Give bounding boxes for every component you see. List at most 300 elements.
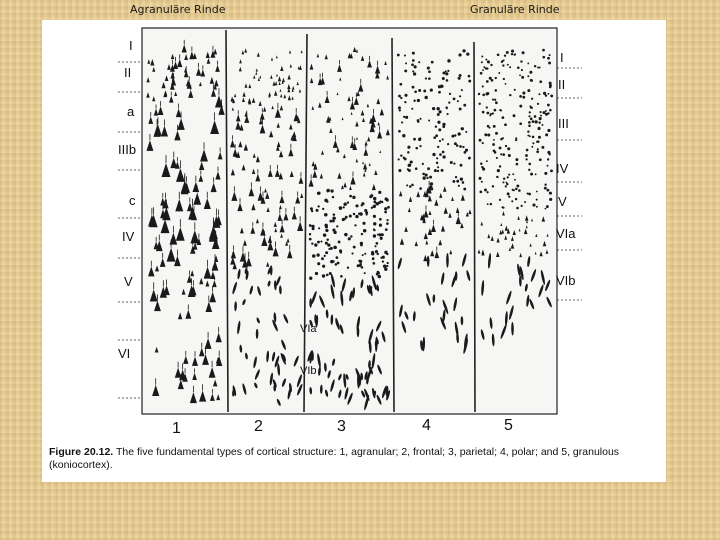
granule-cell xyxy=(361,202,364,205)
granule-cell xyxy=(508,196,510,198)
granule-cell xyxy=(374,245,376,247)
granule-cell xyxy=(549,82,552,85)
granule-cell xyxy=(312,254,316,258)
granule-cell xyxy=(322,265,325,268)
granule-cell xyxy=(536,199,538,201)
granule-cell xyxy=(442,77,445,80)
granule-cell xyxy=(492,99,494,101)
granule-cell xyxy=(409,185,412,188)
granule-cell xyxy=(493,125,496,128)
granule-cell xyxy=(358,213,360,215)
granule-cell xyxy=(521,69,523,71)
granule-cell xyxy=(407,146,410,149)
granule-cell xyxy=(371,252,374,255)
granule-cell xyxy=(538,121,540,123)
granule-cell xyxy=(519,74,521,76)
granule-cell xyxy=(377,253,379,255)
granule-cell xyxy=(480,72,483,75)
granule-cell xyxy=(485,93,488,96)
granule-cell xyxy=(405,62,407,64)
granule-cell xyxy=(412,59,415,62)
granule-cell xyxy=(468,80,471,83)
granule-cell xyxy=(437,166,439,168)
granule-cell xyxy=(432,153,435,156)
granule-cell xyxy=(481,181,483,183)
column-number: 2 xyxy=(254,418,263,435)
granule-cell xyxy=(507,147,510,150)
granule-cell xyxy=(527,63,529,65)
granule-cell xyxy=(317,262,320,265)
granule-cell xyxy=(435,134,438,137)
granule-cell xyxy=(492,143,495,146)
granule-cell xyxy=(503,78,505,80)
granule-cell xyxy=(492,185,494,187)
granule-cell xyxy=(437,121,440,124)
granule-cell xyxy=(544,172,547,175)
granule-cell xyxy=(430,89,433,92)
granule-cell xyxy=(549,86,551,88)
granule-cell xyxy=(411,184,414,187)
granule-cell xyxy=(490,64,492,66)
granule-cell xyxy=(524,201,526,203)
granule-cell xyxy=(453,163,455,165)
granule-cell xyxy=(403,116,405,118)
granule-cell xyxy=(541,146,544,149)
granule-cell xyxy=(400,154,402,156)
granule-cell xyxy=(419,118,421,120)
granule-cell xyxy=(501,206,503,208)
granule-cell xyxy=(404,69,407,72)
granule-cell xyxy=(386,199,389,202)
granule-cell xyxy=(380,257,382,259)
granule-cell xyxy=(503,178,505,180)
granule-cell xyxy=(509,66,511,68)
granule-cell xyxy=(326,190,328,192)
granule-cell xyxy=(373,234,376,237)
granule-cell xyxy=(479,103,481,105)
granule-cell xyxy=(339,249,342,252)
granule-cell xyxy=(325,251,328,254)
caption-label: Figure 20.12. xyxy=(49,446,114,458)
granule-cell xyxy=(349,195,352,198)
granule-cell xyxy=(433,136,436,139)
granule-cell xyxy=(428,77,431,80)
granule-cell xyxy=(339,206,342,209)
granule-cell xyxy=(487,60,490,63)
granule-cell xyxy=(527,89,530,92)
granule-cell xyxy=(419,187,422,190)
granule-cell xyxy=(489,77,492,80)
right-layer-label: II xyxy=(558,77,566,92)
granule-cell xyxy=(436,157,438,159)
granule-cell xyxy=(324,255,326,257)
granule-cell xyxy=(548,62,551,65)
granule-cell xyxy=(380,237,383,240)
granule-cell xyxy=(381,233,384,236)
granule-cell xyxy=(531,146,533,148)
granule-cell xyxy=(398,169,401,172)
granule-cell xyxy=(481,61,483,63)
granule-cell xyxy=(397,54,400,57)
granule-cell xyxy=(422,163,424,165)
granule-cell xyxy=(352,196,355,199)
granule-cell xyxy=(364,253,366,255)
column-number: 1 xyxy=(172,420,181,437)
granule-cell xyxy=(410,161,412,163)
granule-cell xyxy=(320,240,322,242)
granule-cell xyxy=(449,93,451,95)
granule-cell xyxy=(495,132,498,135)
granule-cell xyxy=(326,239,328,241)
granule-cell xyxy=(486,160,488,162)
granule-cell xyxy=(373,205,376,208)
granule-cell xyxy=(415,147,418,150)
granule-cell xyxy=(413,72,416,75)
granule-cell xyxy=(359,263,362,266)
granule-cell xyxy=(531,107,533,109)
granule-cell xyxy=(479,191,482,194)
granule-cell xyxy=(505,145,507,147)
granule-cell xyxy=(316,253,319,256)
granule-cell xyxy=(486,106,488,108)
granule-cell xyxy=(412,86,415,89)
granule-cell xyxy=(514,89,516,91)
granule-cell xyxy=(379,218,382,221)
granule-cell xyxy=(490,203,492,205)
granule-cell xyxy=(311,242,313,244)
granule-cell xyxy=(515,139,517,141)
granule-cell xyxy=(412,70,414,72)
granule-cell xyxy=(333,213,336,216)
granule-cell xyxy=(484,189,487,192)
figure-caption xyxy=(49,446,661,472)
granule-cell xyxy=(487,203,489,205)
granule-cell xyxy=(499,147,502,150)
granule-cell xyxy=(535,120,538,123)
granule-cell xyxy=(520,60,522,62)
granule-cell xyxy=(435,125,437,127)
granule-cell xyxy=(539,117,542,120)
granule-cell xyxy=(370,194,373,197)
granule-cell xyxy=(438,128,441,131)
granule-cell xyxy=(481,56,483,58)
granule-cell xyxy=(404,54,406,56)
granule-cell xyxy=(497,176,499,178)
granule-cell xyxy=(508,174,510,176)
granule-cell xyxy=(375,250,378,253)
granule-cell xyxy=(422,176,425,179)
granule-cell xyxy=(357,264,360,267)
granule-cell xyxy=(437,170,439,172)
granule-cell xyxy=(545,133,548,136)
granule-cell xyxy=(544,187,547,190)
granule-cell xyxy=(329,220,332,223)
granule-cell xyxy=(544,184,546,186)
column-divider xyxy=(474,42,475,412)
granule-cell xyxy=(379,224,382,227)
granule-cell xyxy=(354,224,356,226)
left-layer-label: VI xyxy=(118,346,131,361)
granule-cell xyxy=(311,225,314,228)
granule-cell xyxy=(353,246,356,249)
granule-cell xyxy=(468,75,471,78)
granule-cell xyxy=(403,157,405,159)
granule-cell xyxy=(439,140,441,142)
granule-cell xyxy=(535,173,537,175)
granule-cell xyxy=(398,158,400,160)
granule-cell xyxy=(508,154,511,157)
granule-cell xyxy=(486,112,489,115)
granule-cell xyxy=(507,64,509,66)
granule-cell xyxy=(371,207,373,209)
granule-cell xyxy=(453,98,456,101)
granule-cell xyxy=(517,66,520,69)
granule-cell xyxy=(482,94,485,97)
granule-cell xyxy=(418,61,420,63)
granule-cell xyxy=(502,116,505,119)
granule-cell xyxy=(542,49,545,52)
granule-cell xyxy=(549,109,552,112)
granule-cell xyxy=(399,109,401,111)
granule-cell xyxy=(439,153,442,156)
granule-cell xyxy=(527,75,529,77)
granule-cell xyxy=(492,112,494,114)
granule-cell xyxy=(438,91,441,94)
granule-cell xyxy=(540,115,542,117)
granule-cell xyxy=(406,184,408,186)
granule-cell xyxy=(447,59,450,62)
granule-cell xyxy=(436,107,439,110)
granule-cell xyxy=(527,130,529,132)
granule-cell xyxy=(496,157,498,159)
granule-cell xyxy=(497,169,500,172)
right-layer-label: I xyxy=(560,50,564,65)
granule-cell xyxy=(534,65,536,67)
granule-cell xyxy=(324,213,328,217)
column-numbers xyxy=(172,417,513,437)
granule-cell xyxy=(519,95,522,98)
granule-cell xyxy=(309,277,312,280)
granule-cell xyxy=(405,116,408,119)
left-layer-label: IIIb xyxy=(118,142,137,157)
granule-cell xyxy=(384,268,387,271)
granule-cell xyxy=(364,272,366,274)
granule-cell xyxy=(321,257,324,260)
granule-cell xyxy=(545,94,547,96)
inner-layer-label: VIb xyxy=(300,365,317,377)
granule-cell xyxy=(461,127,464,130)
granule-cell xyxy=(484,133,487,136)
granule-cell xyxy=(502,153,505,156)
granule-cell xyxy=(500,153,502,155)
granule-cell xyxy=(511,200,513,202)
granule-cell xyxy=(317,192,320,195)
granule-cell xyxy=(522,51,525,54)
granule-cell xyxy=(437,146,439,148)
granule-cell xyxy=(518,189,521,192)
granule-cell xyxy=(316,209,319,212)
granule-cell xyxy=(386,265,388,267)
granule-cell xyxy=(462,181,465,184)
granule-cell xyxy=(550,94,553,97)
granule-cell xyxy=(404,101,406,103)
left-layer-label: V xyxy=(124,274,133,289)
granule-cell xyxy=(513,114,516,117)
granule-cell xyxy=(447,113,449,115)
granule-cell xyxy=(327,243,330,246)
granule-cell xyxy=(478,177,481,180)
granule-cell xyxy=(413,138,416,141)
granule-cell xyxy=(434,169,437,172)
granule-cell xyxy=(442,151,445,154)
granular-cortex-label: Granuläre Rinde xyxy=(470,3,560,16)
figure-card xyxy=(42,20,666,482)
left-layer-label: a xyxy=(127,104,135,119)
granule-cell xyxy=(373,215,376,218)
granule-cell xyxy=(546,189,549,192)
granule-cell xyxy=(414,90,417,93)
granule-cell xyxy=(547,112,549,114)
right-layer-label: V xyxy=(558,194,567,209)
granule-cell xyxy=(482,168,485,171)
granule-cell xyxy=(489,114,491,116)
column-number: 5 xyxy=(504,417,513,434)
granule-cell xyxy=(333,231,336,234)
granule-cell xyxy=(505,185,507,187)
granule-cell xyxy=(332,220,335,223)
granule-cell xyxy=(398,95,401,98)
granule-cell xyxy=(428,119,430,121)
granule-cell xyxy=(378,275,382,279)
granule-cell xyxy=(456,180,459,183)
granule-cell xyxy=(456,144,459,147)
granule-cell xyxy=(351,252,353,254)
granule-cell xyxy=(323,233,327,237)
granule-cell xyxy=(336,225,338,227)
granule-cell xyxy=(532,120,535,123)
granule-cell xyxy=(383,264,386,267)
granule-cell xyxy=(338,241,341,244)
granule-cell xyxy=(521,76,524,79)
granule-cell xyxy=(452,180,455,183)
granule-cell xyxy=(365,211,368,214)
granule-cell xyxy=(536,141,538,143)
granule-cell xyxy=(310,207,313,210)
granule-cell xyxy=(537,67,539,69)
granule-cell xyxy=(494,99,496,101)
granule-cell xyxy=(502,181,504,183)
granule-cell xyxy=(494,109,497,112)
granule-cell xyxy=(463,104,466,107)
granule-cell xyxy=(378,191,381,194)
granule-cell xyxy=(529,105,531,107)
granule-cell xyxy=(425,173,428,176)
granule-cell xyxy=(532,142,534,144)
granule-cell xyxy=(547,93,549,95)
granule-cell xyxy=(337,262,340,265)
granule-cell xyxy=(438,110,441,113)
granule-cell xyxy=(499,165,501,167)
granule-cell xyxy=(528,121,531,124)
granule-cell xyxy=(360,244,363,247)
granule-cell xyxy=(482,69,484,71)
granule-cell xyxy=(538,136,541,139)
granule-cell xyxy=(546,205,549,208)
granule-cell xyxy=(543,111,546,114)
granule-cell xyxy=(482,111,485,114)
granule-cell xyxy=(324,199,328,203)
granule-cell xyxy=(507,176,509,178)
granule-cell xyxy=(540,111,542,113)
granule-cell xyxy=(539,158,542,161)
granule-cell xyxy=(423,90,426,93)
granule-cell xyxy=(536,206,538,208)
granule-cell xyxy=(442,155,445,158)
granule-cell xyxy=(511,53,513,55)
granule-cell xyxy=(376,242,379,245)
granule-cell xyxy=(486,80,489,83)
left-layer-label: II xyxy=(124,65,132,80)
granule-cell xyxy=(465,149,468,152)
granule-cell xyxy=(528,125,531,128)
granule-cell xyxy=(314,243,317,246)
granule-cell xyxy=(402,134,405,137)
granule-cell xyxy=(447,70,449,72)
granule-cell xyxy=(412,52,415,55)
granule-cell xyxy=(522,91,525,94)
granule-cell xyxy=(387,262,389,264)
granule-cell xyxy=(432,107,435,110)
granule-cell xyxy=(362,222,365,225)
granule-cell xyxy=(547,165,549,167)
granule-cell xyxy=(408,169,411,172)
granule-cell xyxy=(488,127,490,129)
granule-cell xyxy=(418,138,421,141)
granule-cell xyxy=(463,188,466,191)
granule-cell xyxy=(411,63,414,66)
granule-cell xyxy=(401,121,403,123)
granule-cell xyxy=(530,173,533,176)
granule-cell xyxy=(442,138,444,140)
granule-cell xyxy=(347,267,349,269)
granule-cell xyxy=(516,185,519,188)
granule-cell xyxy=(407,151,409,153)
granule-cell xyxy=(445,106,447,108)
granule-cell xyxy=(422,173,425,176)
granule-cell xyxy=(482,85,484,87)
granule-cell xyxy=(512,173,514,175)
granule-cell xyxy=(495,77,497,79)
granule-cell xyxy=(436,162,438,164)
granule-cell xyxy=(525,158,527,160)
granule-cell xyxy=(462,146,464,148)
granule-cell xyxy=(459,145,462,148)
granule-cell xyxy=(363,229,366,232)
granule-cell xyxy=(457,132,460,135)
granule-cell xyxy=(528,163,531,166)
granule-cell xyxy=(333,246,337,250)
granule-cell xyxy=(478,93,480,95)
granule-cell xyxy=(499,199,501,201)
granule-cell xyxy=(466,52,469,55)
granule-cell xyxy=(528,169,530,171)
granule-cell xyxy=(458,77,461,80)
granule-cell xyxy=(550,169,553,172)
granule-cell xyxy=(455,176,457,178)
granule-cell xyxy=(317,205,319,207)
granule-cell xyxy=(531,98,533,100)
granule-cell xyxy=(528,193,531,196)
